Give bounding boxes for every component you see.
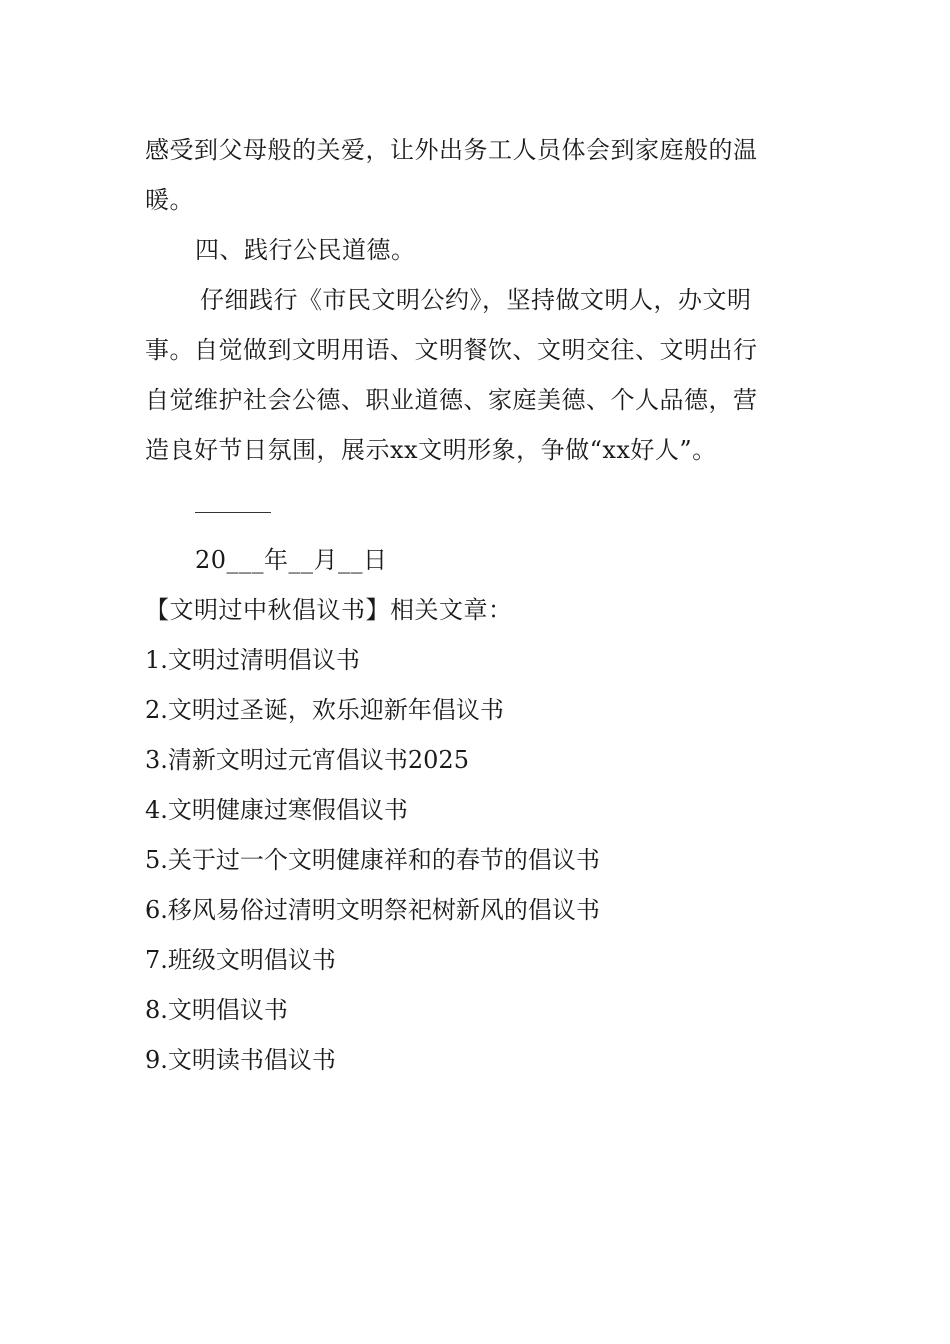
section-heading: 四、践行公民道德。 (195, 236, 416, 264)
document-page (145, 125, 810, 1085)
related-articles-list (145, 635, 810, 1085)
related-article-link[interactable]: 1.文明过清明倡议书 (145, 646, 360, 674)
related-article-link[interactable]: 7.班级文明倡议书 (145, 946, 336, 974)
related-article-link[interactable]: 9.文明读书倡议书 (145, 1046, 336, 1074)
signature-rule-row (145, 475, 810, 535)
related-article-link[interactable]: 8.文明倡议书 (145, 996, 288, 1024)
related-article-link[interactable]: 6.移风易俗过清明文明祭祀树新风的倡议书 (145, 896, 600, 924)
paragraph-line: 造良好节日氛围，展示xx文明形象，争做“xx好人”。 (145, 436, 717, 464)
paragraph-line: 感受到父母般的关爱，让外出务工人员体会到家庭般的温 (145, 136, 758, 164)
signature-underline (195, 512, 271, 513)
date-line: 20___年__月__日 (195, 546, 388, 574)
related-article-link[interactable]: 5.关于过一个文明健康祥和的春节的倡议书 (145, 846, 600, 874)
related-article-link[interactable]: 4.文明健康过寒假倡议书 (145, 796, 408, 824)
paragraph-line: 暖。 (145, 186, 194, 214)
paragraph-line: 自觉维护社会公德、职业道德、家庭美德、个人品德，营 (145, 386, 758, 414)
related-article-link[interactable]: 2.文明过圣诞，欢乐迎新年倡议书 (145, 696, 504, 724)
paragraph-line: 事。自觉做到文明用语、文明餐饮、文明交往、文明出行 (145, 336, 758, 364)
paragraph-line: 仔细践行《市民文明公约》，坚持做文明人，办文明 (200, 286, 752, 314)
related-article-link[interactable]: 3.清新文明过元宵倡议书2025 (145, 746, 469, 774)
related-articles-title: 【文明过中秋倡议书】相关文章： (145, 596, 513, 624)
